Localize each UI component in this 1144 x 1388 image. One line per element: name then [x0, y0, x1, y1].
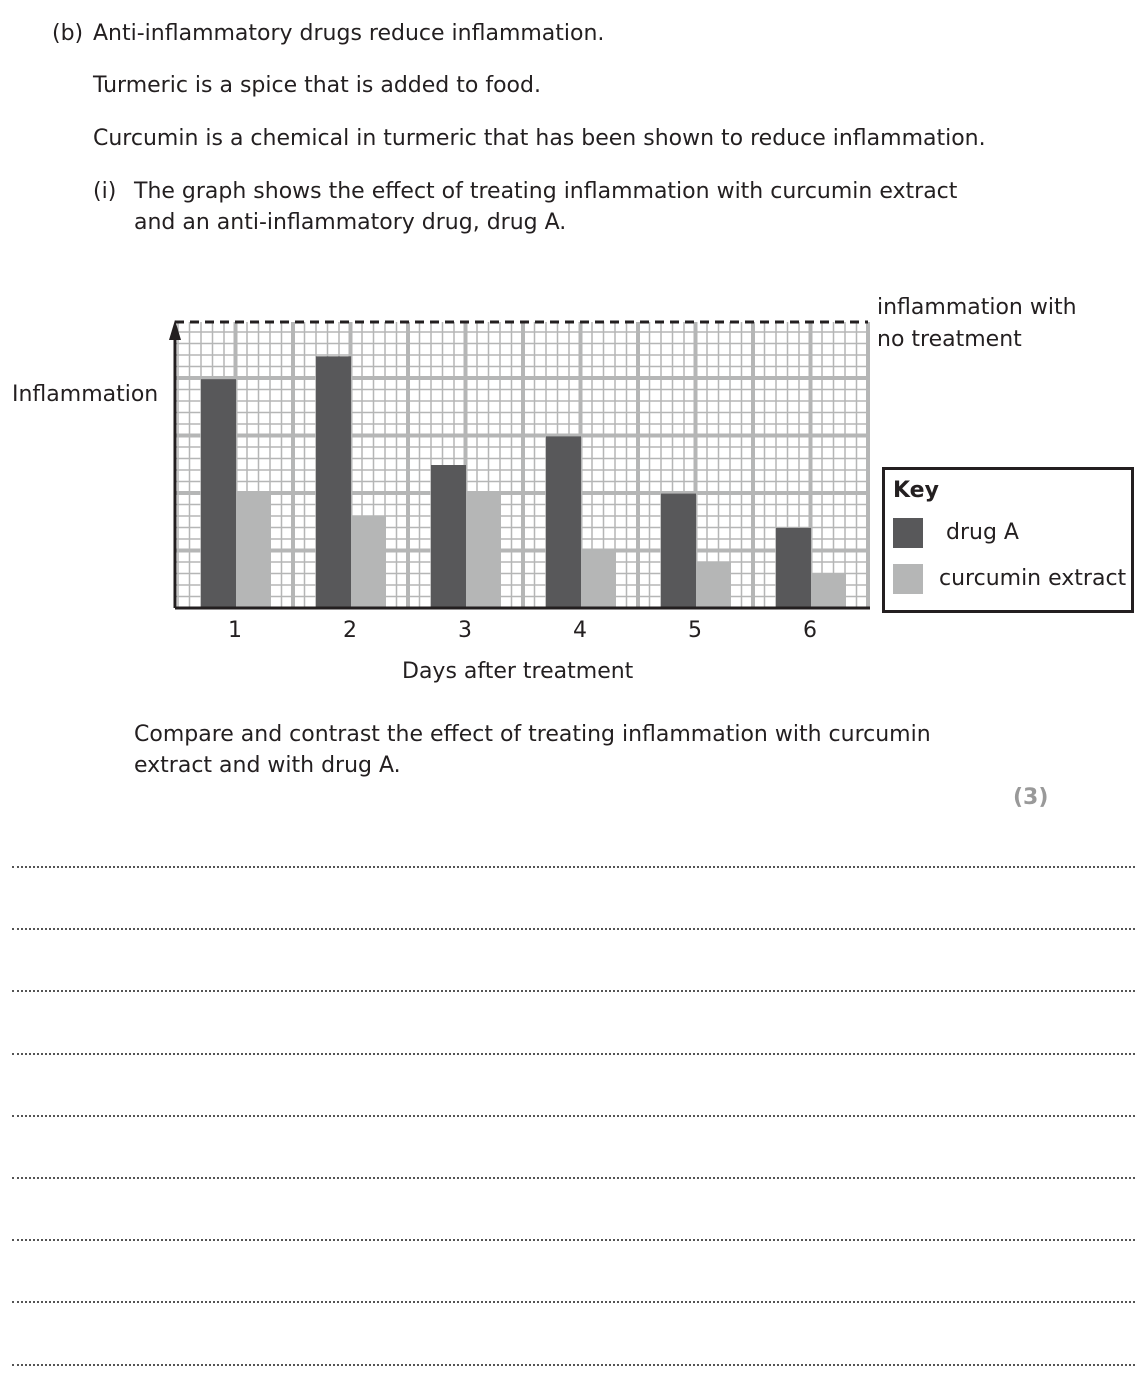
answer-line[interactable] [12, 1239, 1135, 1241]
bar-curcumin-day-6 [811, 574, 846, 608]
x-axis-label: Days after treatment [402, 659, 634, 684]
x-tick-label: 1 [228, 618, 242, 643]
bar-curcumin-day-3 [466, 494, 501, 608]
reference-label-line1: inflammation with [877, 295, 1077, 320]
reference-label-line2: no treatment [877, 327, 1022, 352]
legend-swatch-drug-a [893, 518, 923, 548]
sub-question-line1: The graph shows the effect of treating inflammation with curcumin extract [134, 179, 958, 204]
sub-question-line2: and an anti-inflammatory drug, drug A. [134, 210, 567, 235]
x-tick-label: 3 [458, 618, 472, 643]
prompt-line1: Compare and contrast the effect of treating inflammation with curcumin [134, 722, 931, 747]
prompt-line2: extract and with drug A. [134, 753, 401, 778]
x-tick-label: 5 [688, 618, 702, 643]
y-axis-label: Inflammation [12, 382, 159, 407]
bar-curcumin-day-4 [581, 551, 616, 608]
answer-line[interactable] [12, 866, 1135, 868]
part-label: (b) [52, 21, 84, 46]
answer-line[interactable] [12, 1301, 1135, 1303]
bar-drug-a-day-3 [431, 465, 466, 608]
bar-curcumin-day-1 [236, 494, 271, 608]
x-tick-label: 6 [803, 618, 817, 643]
answer-line[interactable] [12, 1115, 1135, 1117]
paragraph-curcumin: Curcumin is a chemical in turmeric that has been shown to reduce inflammation. [93, 126, 986, 151]
bar-drug-a-day-6 [776, 528, 811, 608]
legend-title: Key [893, 478, 939, 503]
part-text: Anti-inflammatory drugs reduce inflammation. [93, 21, 605, 46]
bar-drug-a-day-2 [316, 356, 351, 608]
bar-curcumin-day-5 [696, 562, 731, 608]
sub-label: (i) [93, 179, 117, 204]
legend-label-curcumin: curcumin extract [939, 566, 1127, 591]
answer-line[interactable] [12, 1053, 1135, 1055]
chart-grid [175, 322, 868, 608]
answer-line[interactable] [12, 990, 1135, 992]
marks-indicator: (3) [1013, 785, 1049, 810]
bar-drug-a-day-4 [546, 436, 581, 608]
bar-drug-a-day-5 [661, 494, 696, 608]
answer-line[interactable] [12, 1177, 1135, 1179]
x-tick-label: 2 [343, 618, 357, 643]
bar-drug-a-day-1 [201, 379, 236, 608]
bar-curcumin-day-2 [351, 516, 386, 608]
answer-line[interactable] [12, 1364, 1135, 1366]
paragraph-turmeric: Turmeric is a spice that is added to food. [93, 73, 541, 98]
chart-legend [882, 467, 1134, 613]
legend-label-drug-a: drug A [946, 520, 1019, 545]
legend-swatch-curcumin [893, 564, 923, 594]
answer-line[interactable] [12, 928, 1135, 930]
x-tick-label: 4 [573, 618, 587, 643]
